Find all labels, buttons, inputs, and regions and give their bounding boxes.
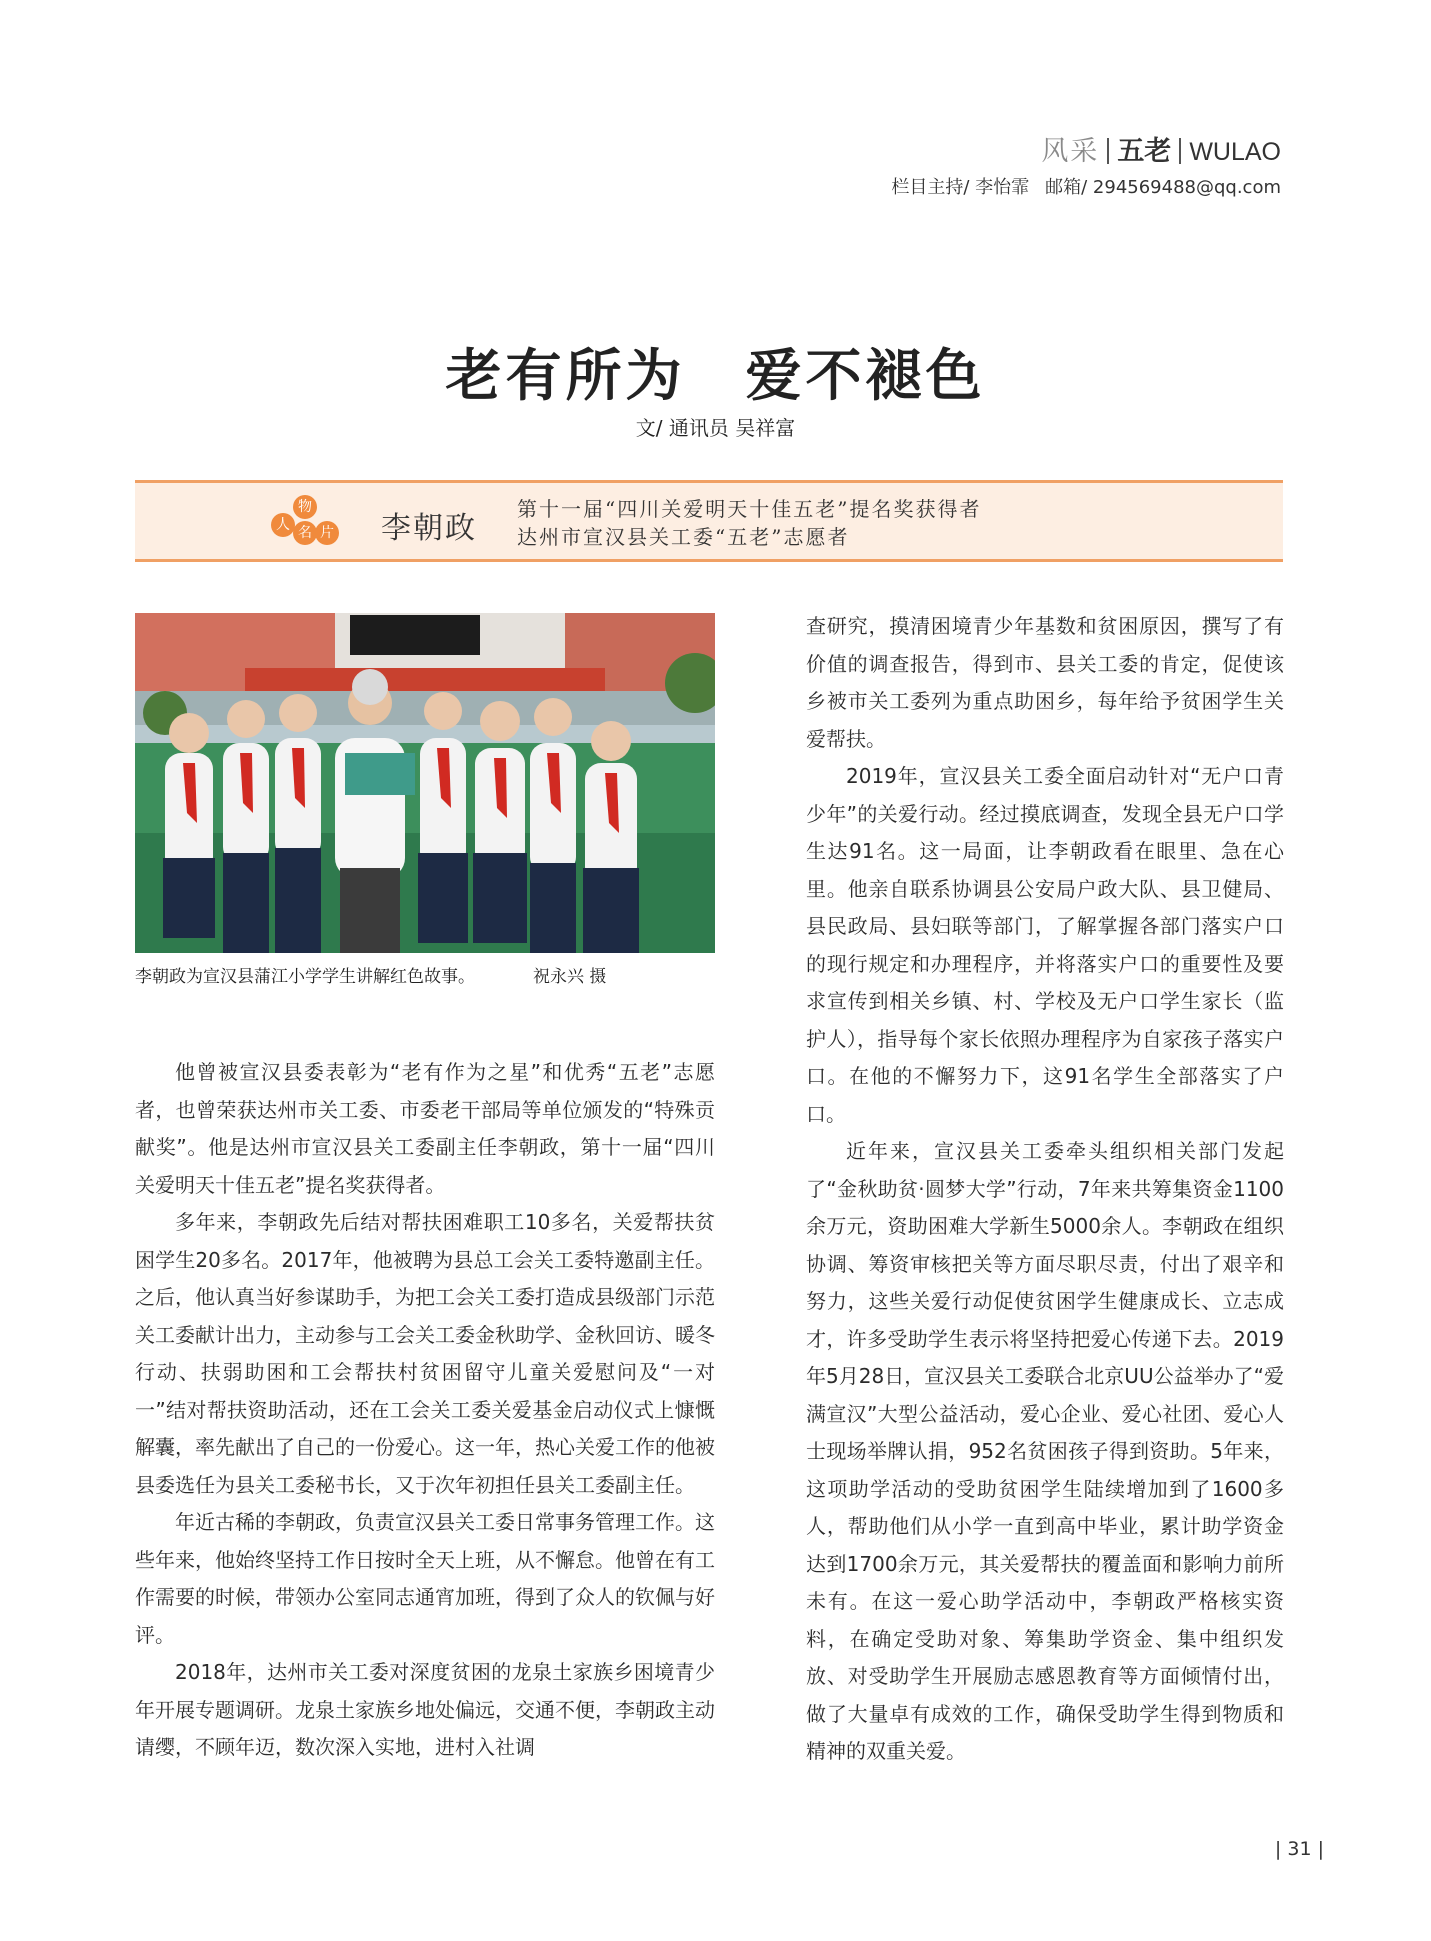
body-paragraph: 查研究，摸清困境青少年基数和贫困原因，撰写了有价值的调查报告，得到市、县关工委的肯定，促使该乡被市关工委列为重点助困乡，每年给予贫困学生关爱帮扶。 xyxy=(806,614,1284,751)
divider xyxy=(1179,138,1181,164)
article-photo xyxy=(135,613,715,953)
badge-char: 人 xyxy=(271,513,295,537)
caption-text: 李朝政为宣汉县蒲江小学学生讲解红色故事。 xyxy=(135,967,475,987)
section-name-en: WULAO xyxy=(1189,138,1281,166)
article-byline: 文/ 通讯员 吴祥富 xyxy=(635,416,796,440)
profile-award: 第十一届“四川关爱明天十佳五老”提名奖获得者 xyxy=(517,497,982,521)
body-paragraph: 多年来，李朝政先后结对帮扶困难职工10多名，关爱帮扶贫困学生20多名。2017年，他被聘为县总工会关工委特邀副主任。之后，他认真当好参谋助手，为把工会关工委打造成县级部门示范关工委献计出力，主动参与工会关工委金秋助学、金秋回访、暖冬行动、扶弱助困和工会帮扶村贫困留守儿童关爱慰问及“一对一”结对帮扶资助活动，还在工会关工委关爱基金启动仪式上慷慨解囊，率先献出了自己的一份爱心。这一年，热心关爱工作的他被县委选任为县关工委秘书长，又于次年初担任县关工委副主任。 xyxy=(135,1210,715,1497)
profile-banner xyxy=(135,480,1283,562)
body-paragraph: 他曾被宣汉县委表彰为“老有作为之星”和优秀“五老”志愿者，也曾荣获达州市关工委、市委老干部局等单位颁发的“特殊贡献奖”。他是达州市宣汉县关工委副主任李朝政，第十一届“四川关爱明天十佳五老”提名奖获得者。 xyxy=(135,1060,715,1197)
profile-name: 李朝政 xyxy=(381,511,477,546)
body-paragraph: 近年来，宣汉县关工委牵头组织相关部门发起了“金秋助贫·圆梦大学”行动，7年来共筹集资金1100余万元，资助困难大学新生5000余人。李朝政在组织协调、筹资审核把关等方面尽职尽责，付出了艰辛和努力，这些关爱行动促使贫困学生健康成长、立志成才，许多受助学生表示将坚持把爱心传递下去。2019年5月28日，宣汉县关工委联合北京UU公益举办了“爱满宣汉”大型公益活动，爱心企业、爱心社团、爱心人士现场举牌认捐，952名贫困孩子得到资助。5年来，这项助学活动的受助贫困学生陆续增加到了1600多人，帮助他们从小学一直到高中毕业，累计助学资金达到1700余万元，其关爱帮扶的覆盖面和影响力前所未有。在这一爱心助学活动中，李朝政严格核实资料，在确定受助对象、筹集助学资金、集中组织发放、对受助学生开展励志感恩教育等方面倾情付出，做了大量卓有成效的工作，确保受助学生得到物质和精神的双重关爱。 xyxy=(806,1139,1284,1763)
profile-role: 达州市宣汉县关工委“五老”志愿者 xyxy=(517,525,850,549)
badge-char: 物 xyxy=(293,495,317,519)
body-paragraph: 2018年，达州市关工委对深度贫困的龙泉土家族乡困境青少年开展专题调研。龙泉土家族乡地处偏远，交通不便，李朝政主动请缨，不顾年迈，数次深入实地，进村入社调 xyxy=(135,1660,715,1759)
body-column-left xyxy=(135,1054,715,1767)
column-header xyxy=(891,135,1281,199)
badge-char: 片 xyxy=(315,521,339,545)
column-editor-line xyxy=(891,173,1281,199)
photo-caption xyxy=(135,962,606,987)
section-label: 风采 xyxy=(1041,136,1100,167)
photo-credit: 祝永兴 摄 xyxy=(533,967,607,987)
body-paragraph: 2019年，宣汉县关工委全面启动针对“无户口青少年”的关爱行动。经过摸底调查，发现全县无户口学生达91名。这一局面，让李朝政看在眼里、急在心里。他亲自联系协调县公安局户政大队、县卫健局、县民政局、县妇联等部门，了解掌握各部门落实户口的现行规定和办理程序，并将落实户口的重要性及要求宣传到相关乡镇、村、学校及无户口学生家长（监护人），指导每个家长依照办理程序为自家孩子落实户口。在他的不懈努力下，这91名学生全部落实了户口。 xyxy=(806,764,1284,1126)
article-title: 老有所为 爱不褪色 xyxy=(445,343,986,409)
page-number: | 31 | xyxy=(1274,1838,1324,1860)
body-column-right xyxy=(806,608,1284,1771)
column-email: 邮箱/ 294569488@qq.com xyxy=(1045,177,1281,198)
divider xyxy=(1107,138,1109,164)
body-paragraph: 年近古稀的李朝政，负责宣汉县关工委日常事务管理工作。这些年来，他始终坚持工作日按时全天上班，从不懈怠。他曾在有工作需要的时候，带领办公室同志通宵加班，得到了众人的钦佩与好评。 xyxy=(135,1510,715,1647)
badge-char: 名 xyxy=(293,521,317,545)
column-title xyxy=(891,135,1281,169)
photo-illustration xyxy=(135,613,715,953)
page-number-value: 31 xyxy=(1287,1838,1312,1860)
column-editor: 栏目主持/ 李怡霏 xyxy=(891,177,1030,198)
profile-badge xyxy=(271,493,337,549)
profile-description xyxy=(517,495,981,551)
section-name: 五老 xyxy=(1117,136,1172,167)
